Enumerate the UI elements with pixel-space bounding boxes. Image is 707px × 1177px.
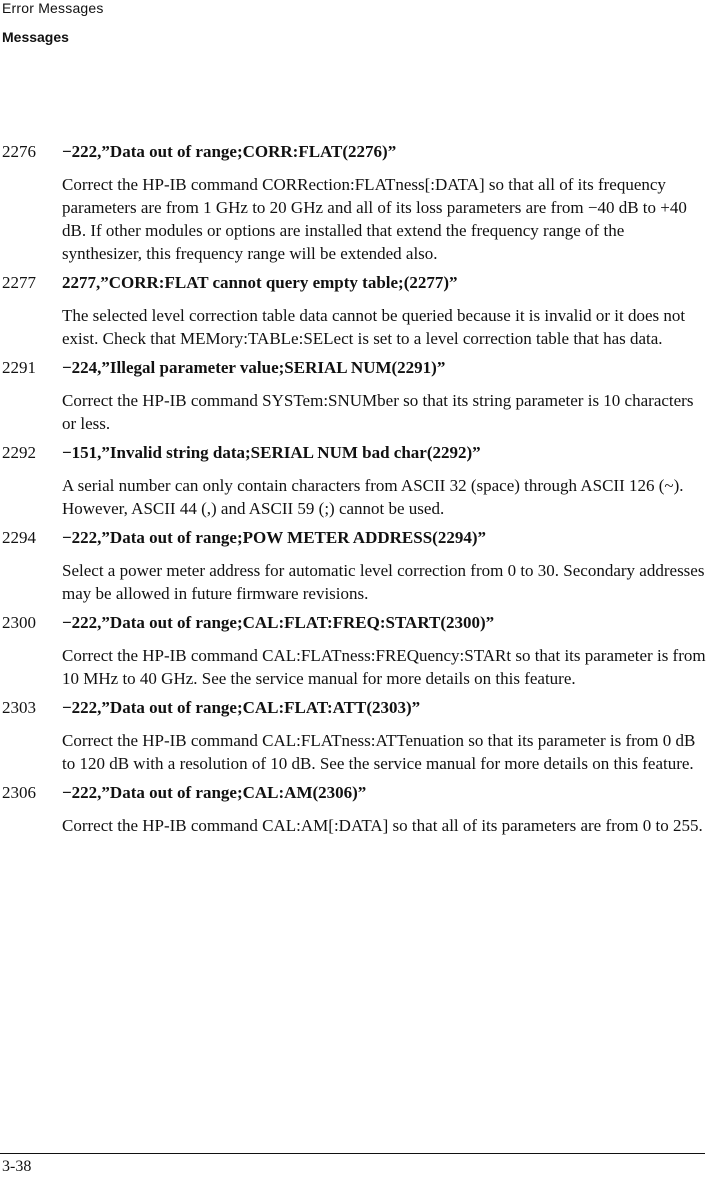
message-entry-2292 bbox=[2, 441, 707, 520]
message-title: −224,”Illegal parameter value;SERIAL NUM(2291)” bbox=[62, 358, 446, 377]
chapter-title: Error Messages bbox=[2, 0, 104, 16]
message-code: 2291 bbox=[2, 358, 36, 377]
message-entry-2294 bbox=[2, 526, 707, 605]
message-description: Correct the HP-IB command CAL:FLATness:FREQuency:STARt so that its parameter is from 10 MHz to 40 GHz. See the service manual for more details on this feature. bbox=[62, 646, 706, 688]
message-code: 2306 bbox=[2, 783, 36, 802]
message-description: Correct the HP-IB command CAL:FLATness:ATTenuation so that its parameter is from 0 dB to 120 dB with a resolution of 10 dB. See the service manual for more details on this feature. bbox=[62, 731, 696, 773]
message-title: −222,”Data out of range;CAL:FLAT:ATT(2303)” bbox=[62, 698, 421, 717]
message-code: 2300 bbox=[2, 613, 36, 632]
message-description: Correct the HP-IB command CORRection:FLATness[:DATA] so that all of its frequency parameters are from 1 GHz to 20 GHz and all of its loss parameters are from −40 dB to +40 dB. If other modules or options are installed that extend the frequency range of the synthesizer, this frequency range will be extended also. bbox=[62, 175, 687, 263]
message-description: Correct the HP-IB command CAL:AM[:DATA] so that all of its parameters are from 0 to 255. bbox=[62, 816, 703, 835]
running-header bbox=[2, 0, 104, 46]
section-title: Messages bbox=[2, 29, 69, 45]
message-entry-2276 bbox=[2, 140, 707, 265]
message-title: −151,”Invalid string data;SERIAL NUM bad char(2292)” bbox=[62, 443, 481, 462]
footer-divider bbox=[0, 1153, 705, 1154]
message-title: −222,”Data out of range;CORR:FLAT(2276)” bbox=[62, 142, 397, 161]
page-number: 3-38 bbox=[2, 1158, 32, 1175]
message-title: 2277,”CORR:FLAT cannot query empty table;(2277)” bbox=[62, 273, 458, 292]
message-entry-2277 bbox=[2, 271, 707, 350]
message-code: 2294 bbox=[2, 528, 36, 547]
message-code: 2277 bbox=[2, 273, 36, 292]
message-code: 2303 bbox=[2, 698, 36, 717]
message-title: −222,”Data out of range;CAL:AM(2306)” bbox=[62, 783, 367, 802]
message-description: Select a power meter address for automatic level correction from 0 to 30. Secondary addresses may be allowed in future firmware revisions. bbox=[62, 561, 705, 603]
message-title: −222,”Data out of range;CAL:FLAT:FREQ:START(2300)” bbox=[62, 613, 495, 632]
message-code: 2276 bbox=[2, 142, 36, 161]
message-description: Correct the HP-IB command SYSTem:SNUMber so that its string parameter is 10 characters or less. bbox=[62, 391, 694, 433]
message-code: 2292 bbox=[2, 443, 36, 462]
message-entry-2291 bbox=[2, 356, 707, 435]
error-message-list bbox=[2, 140, 707, 837]
message-description: The selected level correction table data cannot be queried because it is invalid or it does not exist. Check that MEMory:TABLe:SELect is set to a level correction table that has data. bbox=[62, 306, 686, 348]
message-title: −222,”Data out of range;POW METER ADDRESS(2294)” bbox=[62, 528, 486, 547]
message-entry-2300 bbox=[2, 611, 707, 690]
message-entry-2306 bbox=[2, 781, 707, 837]
message-entry-2303 bbox=[2, 696, 707, 775]
message-description: A serial number can only contain characters from ASCII 32 (space) through ASCII 126 (~). However, ASCII 44 (,) and ASCII 59 (;) cannot be used. bbox=[62, 476, 684, 518]
